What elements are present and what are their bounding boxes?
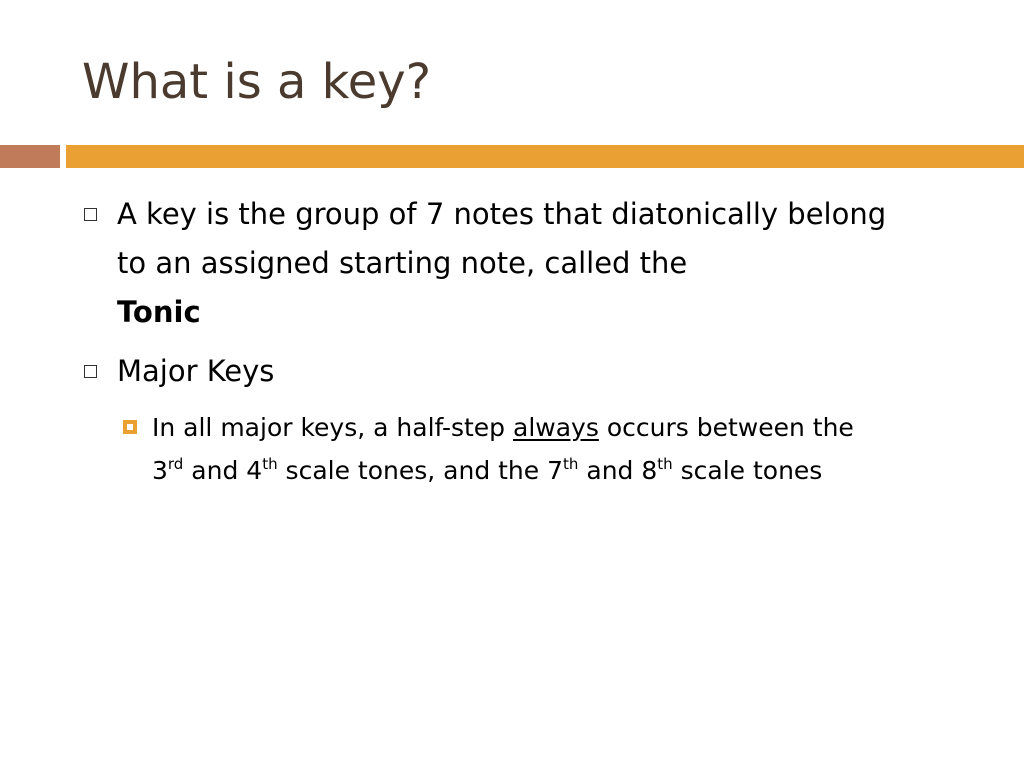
ordinal-suffix: th [657,455,673,473]
ordinal-suffix: th [262,455,278,473]
sub-bullet-text: scale tones [680,456,823,485]
bullet-major-keys [117,347,897,396]
title-underline-accent-left [0,145,60,168]
bullet-text: A key is the group of 7 notes that diatonically belong to an assigned starting note, called the [117,197,887,280]
ordinal-suffix: th [563,455,579,473]
bullet-text: Major Keys [117,354,275,388]
bullet-key-definition [117,190,897,337]
ordinal-number: 7 [547,456,564,485]
emphasis-always: always [513,413,599,442]
slide-title: What is a key? [82,54,432,110]
bold-term-tonic: Tonic [117,295,201,329]
sub-bullet-text: In all major keys, a half-step [152,413,506,442]
sub-bullet-text: and [586,456,634,485]
hollow-square-bullet-icon [84,365,97,378]
sub-bullet-text: occurs between the [606,413,854,442]
sub-bullet-text: scale tones, and the [285,456,540,485]
sub-bullet-text: and [191,456,239,485]
ordinal-suffix: rd [167,455,184,473]
title-underline-accent-right [66,145,1024,168]
hollow-square-bullet-icon [84,208,97,221]
sub-bullet-half-step [152,406,992,492]
filled-square-bullet-icon [123,420,137,434]
ordinal-number: 3 [152,456,168,485]
ordinal-number: 4 [246,456,263,485]
ordinal-number: 8 [641,456,658,485]
